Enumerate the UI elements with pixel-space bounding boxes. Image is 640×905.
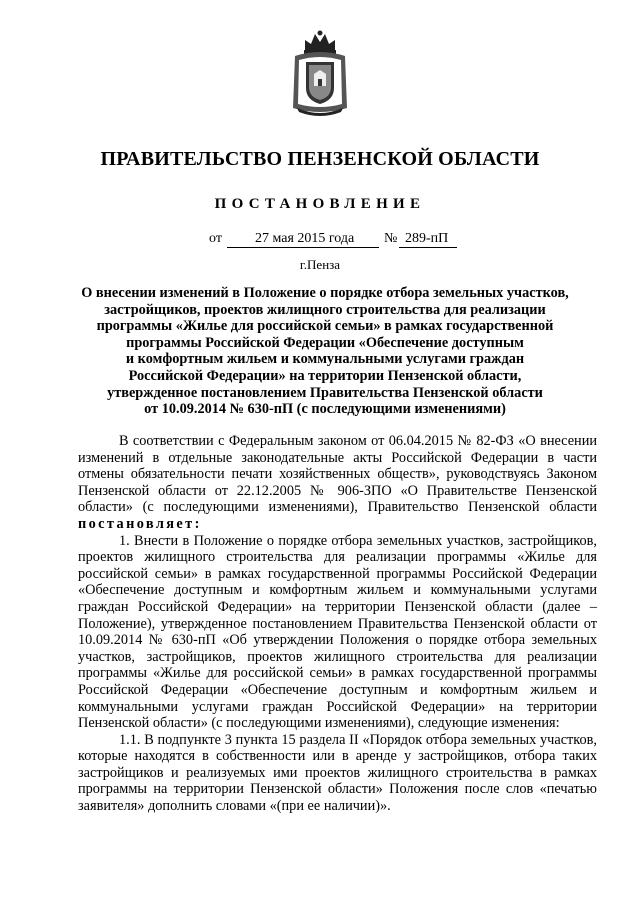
date-underline (227, 247, 379, 248)
document-type: ПОСТАНОВЛЕНИЕ (214, 196, 426, 212)
heading-line: программы Российской Федерации «Обеспечение доступным (126, 334, 524, 351)
penza-coat-of-arms-icon (291, 30, 349, 116)
city: г.Пенза (299, 257, 341, 272)
heading-line: застройщиков, проектов жилищного строительства для реализации (104, 301, 546, 318)
heading-line: утвержденное постановлением Правительства Пензенской области (107, 384, 543, 401)
from-label: от (209, 231, 222, 246)
preamble-text: В соответствии с Федеральным законом от 06.04.2015 № 82-ФЗ «О внесении изменений в отдельные законодательные акты Российской Федерации в части отмены обязательности печати хозяйственных обществ», руководствуясь Законом Пензенской области от 22.12.2005 № 906-ЗПО «О Правительстве Пензенской области» (с последующими изменениями), Правительство Пензенской области (78, 433, 597, 516)
number-label: № (384, 231, 398, 246)
resolves-word: постановляет: (78, 515, 202, 532)
number-underline (399, 247, 457, 248)
document-number: 289-пП (405, 231, 449, 246)
preamble-paragraph (78, 433, 597, 533)
document-heading (75, 285, 575, 418)
heading-line: и комфортным жильем и коммунальными услугами граждан (125, 351, 525, 368)
item-1-paragraph: 1. Внести в Положение о порядке отбора земельных участков, застройщиков, проектов жилищного строительства для реализации программы «Жилье для российской семьи» в рамках государственной программы Российской Федерации «Обеспечение доступным и комфортным жильем и коммунальными услугами граждан Российской Федерации» на территории Пензенской области (далее – Положение), утвержденное постановлением Правительства Пензенской области от 10.09.2014 № 630-пП «Об утверждении Положения о порядке отбора земельных участков, застройщиков, проектов жилищного строительства для реализации программы «Жилье для российской семьи» в рамках государственной программы Российской Федерации «Обеспечение доступным и комфортным жильем и коммунальными услугами граждан Российской Федерации» на территории Пензенской области» (с последующими изменениями), следующие изменения: (78, 532, 597, 732)
item-1-1-paragraph: 1.1. В подпункте 3 пункта 15 раздела II «Порядок отбора земельных участков, которые находятся в собственности или в аренде у застройщиков, отбора таких застройщиков и реализуемых ими проектов жилищного строительства в рамках программы на территории Пензенской области» Положения после слов «печатью заявителя» дополнить словами «(при ее наличии)». (78, 731, 597, 815)
heading-line: от 10.09.2014 № 630-пП (с последующими изменениями) (144, 401, 506, 418)
heading-line: программы «Жилье для российской семьи» в рамках государственной (96, 318, 554, 335)
heading-line: Российской Федерации» на территории Пензенской области, (128, 367, 522, 384)
heading-line: О внесении изменений в Положение о порядке отбора земельных участков, (81, 285, 569, 301)
document-body (78, 433, 597, 815)
government-title: ПРАВИТЕЛЬСТВО ПЕНЗЕНСКОЙ ОБЛАСТИ (100, 148, 540, 170)
document-date: 27 мая 2015 года (255, 231, 355, 246)
